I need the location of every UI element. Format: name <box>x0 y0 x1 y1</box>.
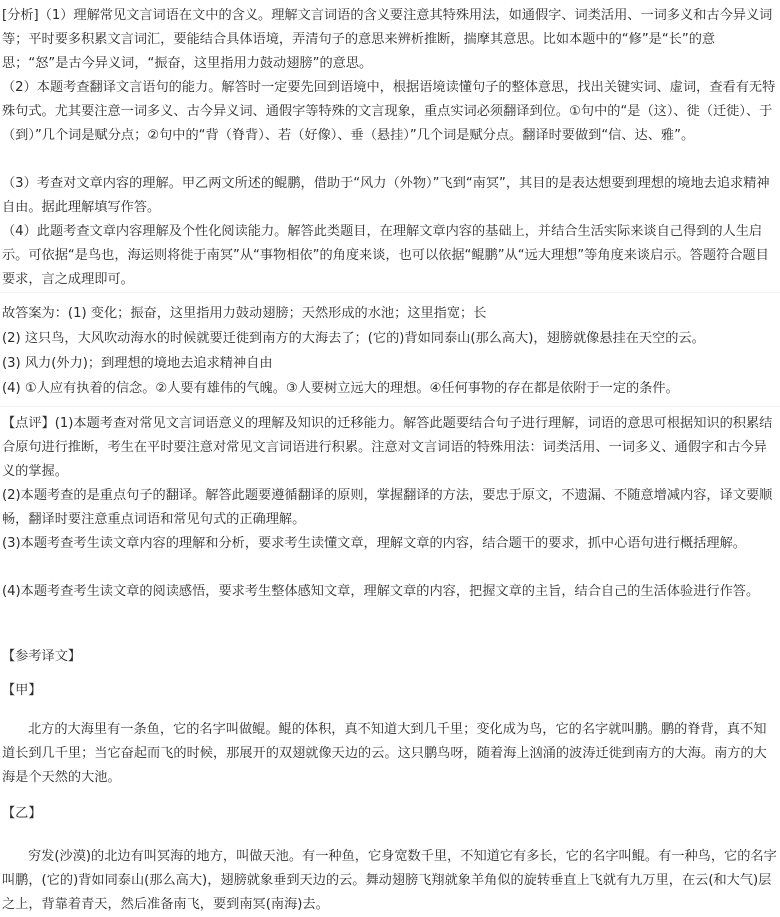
answer-2: (2) 这只鸟，大风吹动海水的时候就要迁徙到南方的大海去了；(它的)背如同泰山(那么高大)，翅膀就像悬挂在天空的云。 <box>2 331 705 346</box>
yi-translation: 穷发(沙漠)的北边有叫冥海的地方，叫做天池。有一种鱼，它身宽数千里，不知道它有多长，它的名字叫鲲。有一种鸟，它的名字叫鹏，(它的)背如同泰山(那么高大)，翅膀就象垂到天边的云。舞动翅膀飞翔就象羊角似的旋转垂直上飞就有九万里，在云(和大气)层之上，背靠着青天，然后准备南飞，要到南冥(南海)去。 <box>2 849 777 912</box>
comment-3: (3)本题考查考生读文章内容的理解和分析，要求考生读懂文章，理解文章的内容，结合题干的要求，抓中心语句进行概括理解。 <box>2 536 746 551</box>
answer-4: (4) ①人应有执着的信念。②人要有雄伟的气魄。③人要树立远大的理想。④任何事物的存在都是依附于一定的条件。 <box>2 381 679 396</box>
comment-2: (2)本题考查的是重点句子的翻译。解答此题要遵循翻译的原则，掌握翻译的方法，要忠于原文，不遗漏、不随意增减内容，译文要顺畅，翻译时要注意重点词语和常见句式的正确理解。 <box>2 488 773 527</box>
jia-label: 【甲】 <box>2 683 42 698</box>
answer-3: (3) 风力(外力)；到理想的境地去追求精神自由 <box>2 356 273 371</box>
comment-1: 【点评】(1)本题考查对常见文言词语意义的理解及知识的迁移能力。解答此题要结合句子进行理解，词语的意思可根据知识的积累结合原句进行推断，考生在平时要注意对常见文言词语进行积累。注意对文言词语的特殊用法：词类活用、一词多义、通假字和古今异义的掌握。 <box>2 416 773 479</box>
divider <box>0 292 780 293</box>
answer-1: 故答案为：(1) 变化；振奋，这里指用力鼓动翅膀；天然形成的水池；这里指宽；长 <box>2 306 487 321</box>
analysis-part-1: [分析]（1）理解常见文言词语在文中的含义。理解文言词语的含义要注意其特殊用法，如通假字、词类活用、一词多义和古今异义词等；平时要多积累文言词汇，要能结合具体语境，弄清句子的意思来辨析推断，揣摩其意思。比如本题中的“修”是“长”的意思；“怒”是古今异义词，“振奋，这里指用力鼓动翅膀”的意思。 <box>2 8 773 71</box>
analysis-part-4: （4）此题考查文章内容理解及个性化阅读能力。解答此类题目，在理解文章内容的基础上，并结合生活实际来谈自己得到的人生启示。可依据“是鸟也，海运则将徙于南冥”从“事物相依”的角度来谈，也可以依据“鲲鹏”从“远大理想”等角度来谈启示。答题符合题目要求，言之成理即可。 <box>2 224 769 287</box>
analysis-part-3: （3）考查对文章内容的理解。甲乙两文所述的鲲鹏，借助于“风力（外物）”飞到“南冥”，其目的是表达想要到理想的境地去追求精神自由。据此理解填写作答。 <box>2 176 770 215</box>
jia-translation: 北方的大海里有一条鱼，它的名字叫做鲲。鲲的体积，真不知道大到几千里；变化成为鸟，它的名字就叫鹏。鹏的脊背，真不知道长到几千里；当它奋起而飞的时候，那展开的双翅就像天边的云。这只鹏鸟呀，随着海上汹涌的波涛迁徙到南方的大海。南方的大海是个天然的大池。 <box>2 722 767 785</box>
comment-4: (4)本题考查考生读文章的阅读感悟，要求考生整体感知文章，理解文章的内容，把握文章的主旨，结合自己的生活体验进行作答。 <box>2 584 760 599</box>
divider <box>0 406 780 407</box>
analysis-part-2: （2）本题考查翻译文言语句的能力。解答时一定要先回到语境中，根据语境读懂句子的整体意思，找出关键实词、虚词，查看有无特殊句式。尤其要注意一词多义、古今异义词、通假字等特殊的文言现象，重点实词必须翻译到位。①句中的“是（这）、徙（迁徙）、于（到）”几个词是赋分点；②句中的“背（脊背）、若（好像）、垂（悬挂）”几个词是赋分点。翻译时要做到“信、达、雅”。 <box>2 80 776 143</box>
yi-label: 【乙】 <box>2 806 42 821</box>
translation-heading: 【参考译文】 <box>2 649 82 664</box>
